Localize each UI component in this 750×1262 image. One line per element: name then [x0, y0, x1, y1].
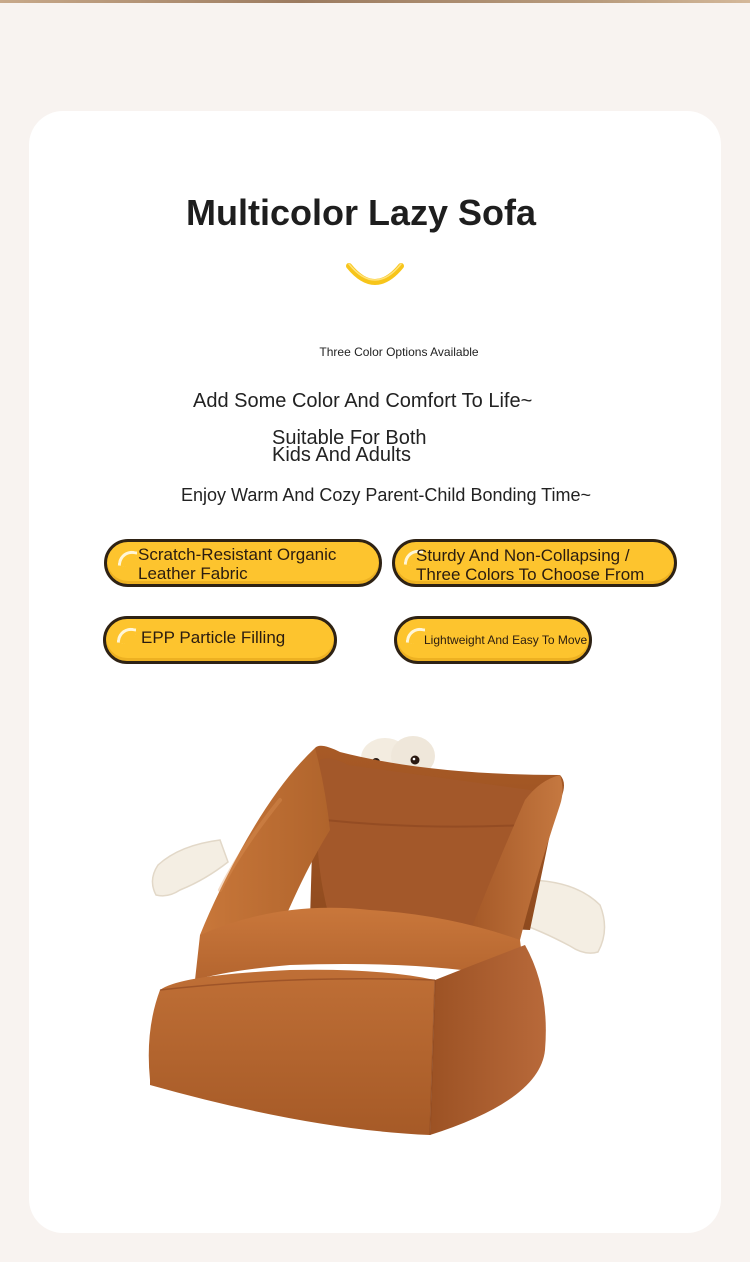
top-decor-strip	[0, 0, 750, 3]
color-options-caption: Three Color Options Available	[319, 345, 479, 359]
feature-line: Leather Fabric	[138, 564, 248, 583]
feature-line: EPP Particle Filling	[141, 628, 286, 647]
feature-badge-text	[416, 546, 644, 584]
feature-badge-sturdy	[392, 539, 677, 587]
tagline-kids-adults-line-1: Suitable For Both	[272, 427, 427, 449]
tagline-kids-adults-line-2: Kids And Adults	[272, 444, 411, 466]
shine-icon	[118, 549, 138, 569]
tagline-color-comfort: Add Some Color And Comfort To Life~	[193, 390, 533, 412]
feature-line: Three Colors To Choose From	[416, 565, 645, 584]
page-title: Multicolor Lazy Sofa	[185, 192, 537, 233]
feature-badge-filling	[103, 616, 337, 664]
feature-badge-text	[138, 545, 336, 583]
feature-badge-lightweight	[394, 616, 592, 664]
shine-icon	[406, 626, 426, 646]
feature-line: Lightweight And Easy To Move	[424, 633, 588, 647]
feature-badge-leather	[104, 539, 382, 587]
feature-line: Sturdy And Non-Collapsing /	[416, 546, 630, 565]
tagline-kids-adults	[272, 427, 427, 466]
shine-icon	[117, 626, 137, 646]
smile-icon	[345, 258, 405, 290]
feature-line: Scratch-Resistant Organic	[138, 545, 337, 564]
sofa-product-image	[130, 730, 620, 1150]
tagline-bonding-time: Enjoy Warm And Cozy Parent-Child Bonding Time~	[181, 485, 592, 505]
